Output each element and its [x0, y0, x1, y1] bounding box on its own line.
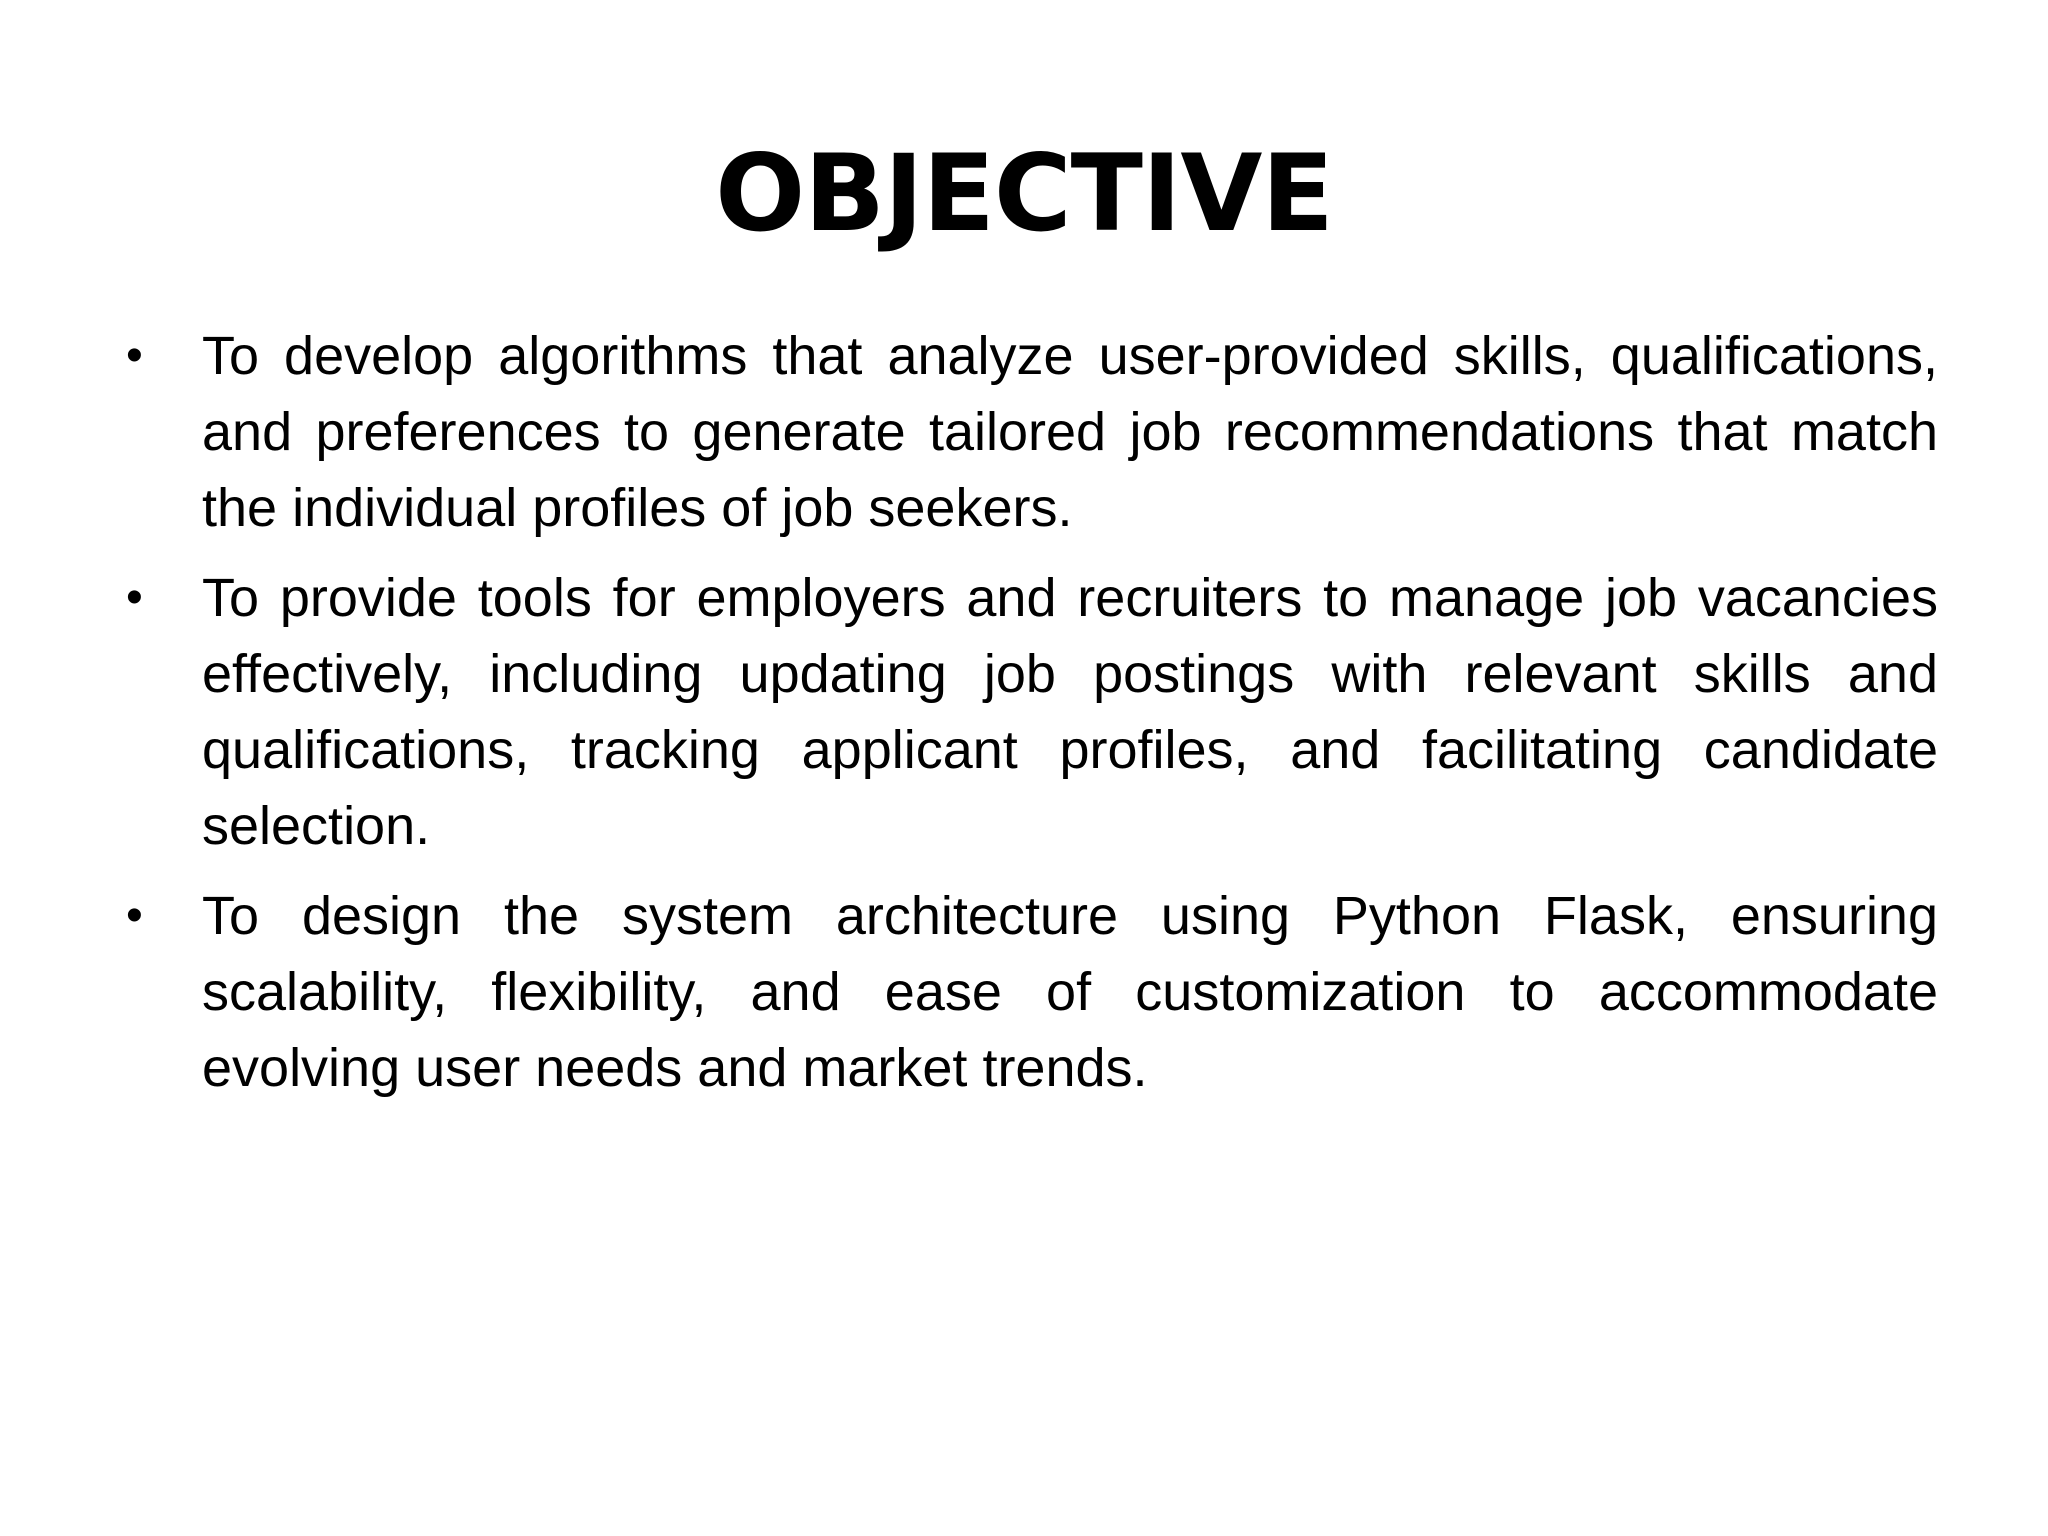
bullet-item-1 — [120, 318, 1938, 546]
bullet-marker: • — [126, 571, 143, 624]
bullet-marker: • — [126, 329, 143, 382]
bullet-text-2: To provide tools for employers and recruiters to manage job vacancies effectively, including updating job postings with relevant skills and qualifications, tracking applicant profiles, and facilitating candidate selection. — [202, 568, 1938, 856]
bullet-text-3: To design the system architecture using Python Flask, ensuring scalability, flexibility, and ease of customization to accommodate evolving user needs and market trends. — [202, 886, 1938, 1098]
bullet-item-3 — [120, 878, 1938, 1106]
bullet-marker: • — [126, 889, 143, 942]
slide-title: OBJECTIVE — [715, 132, 1333, 255]
bullet-text-1: To develop algorithms that analyze user-provided skills, qualifications, and preferences to generate tailored job recommendations that match the individual profiles of job seekers. — [202, 326, 1938, 538]
bullet-list — [120, 318, 1938, 1120]
bullet-item-2 — [120, 560, 1938, 864]
